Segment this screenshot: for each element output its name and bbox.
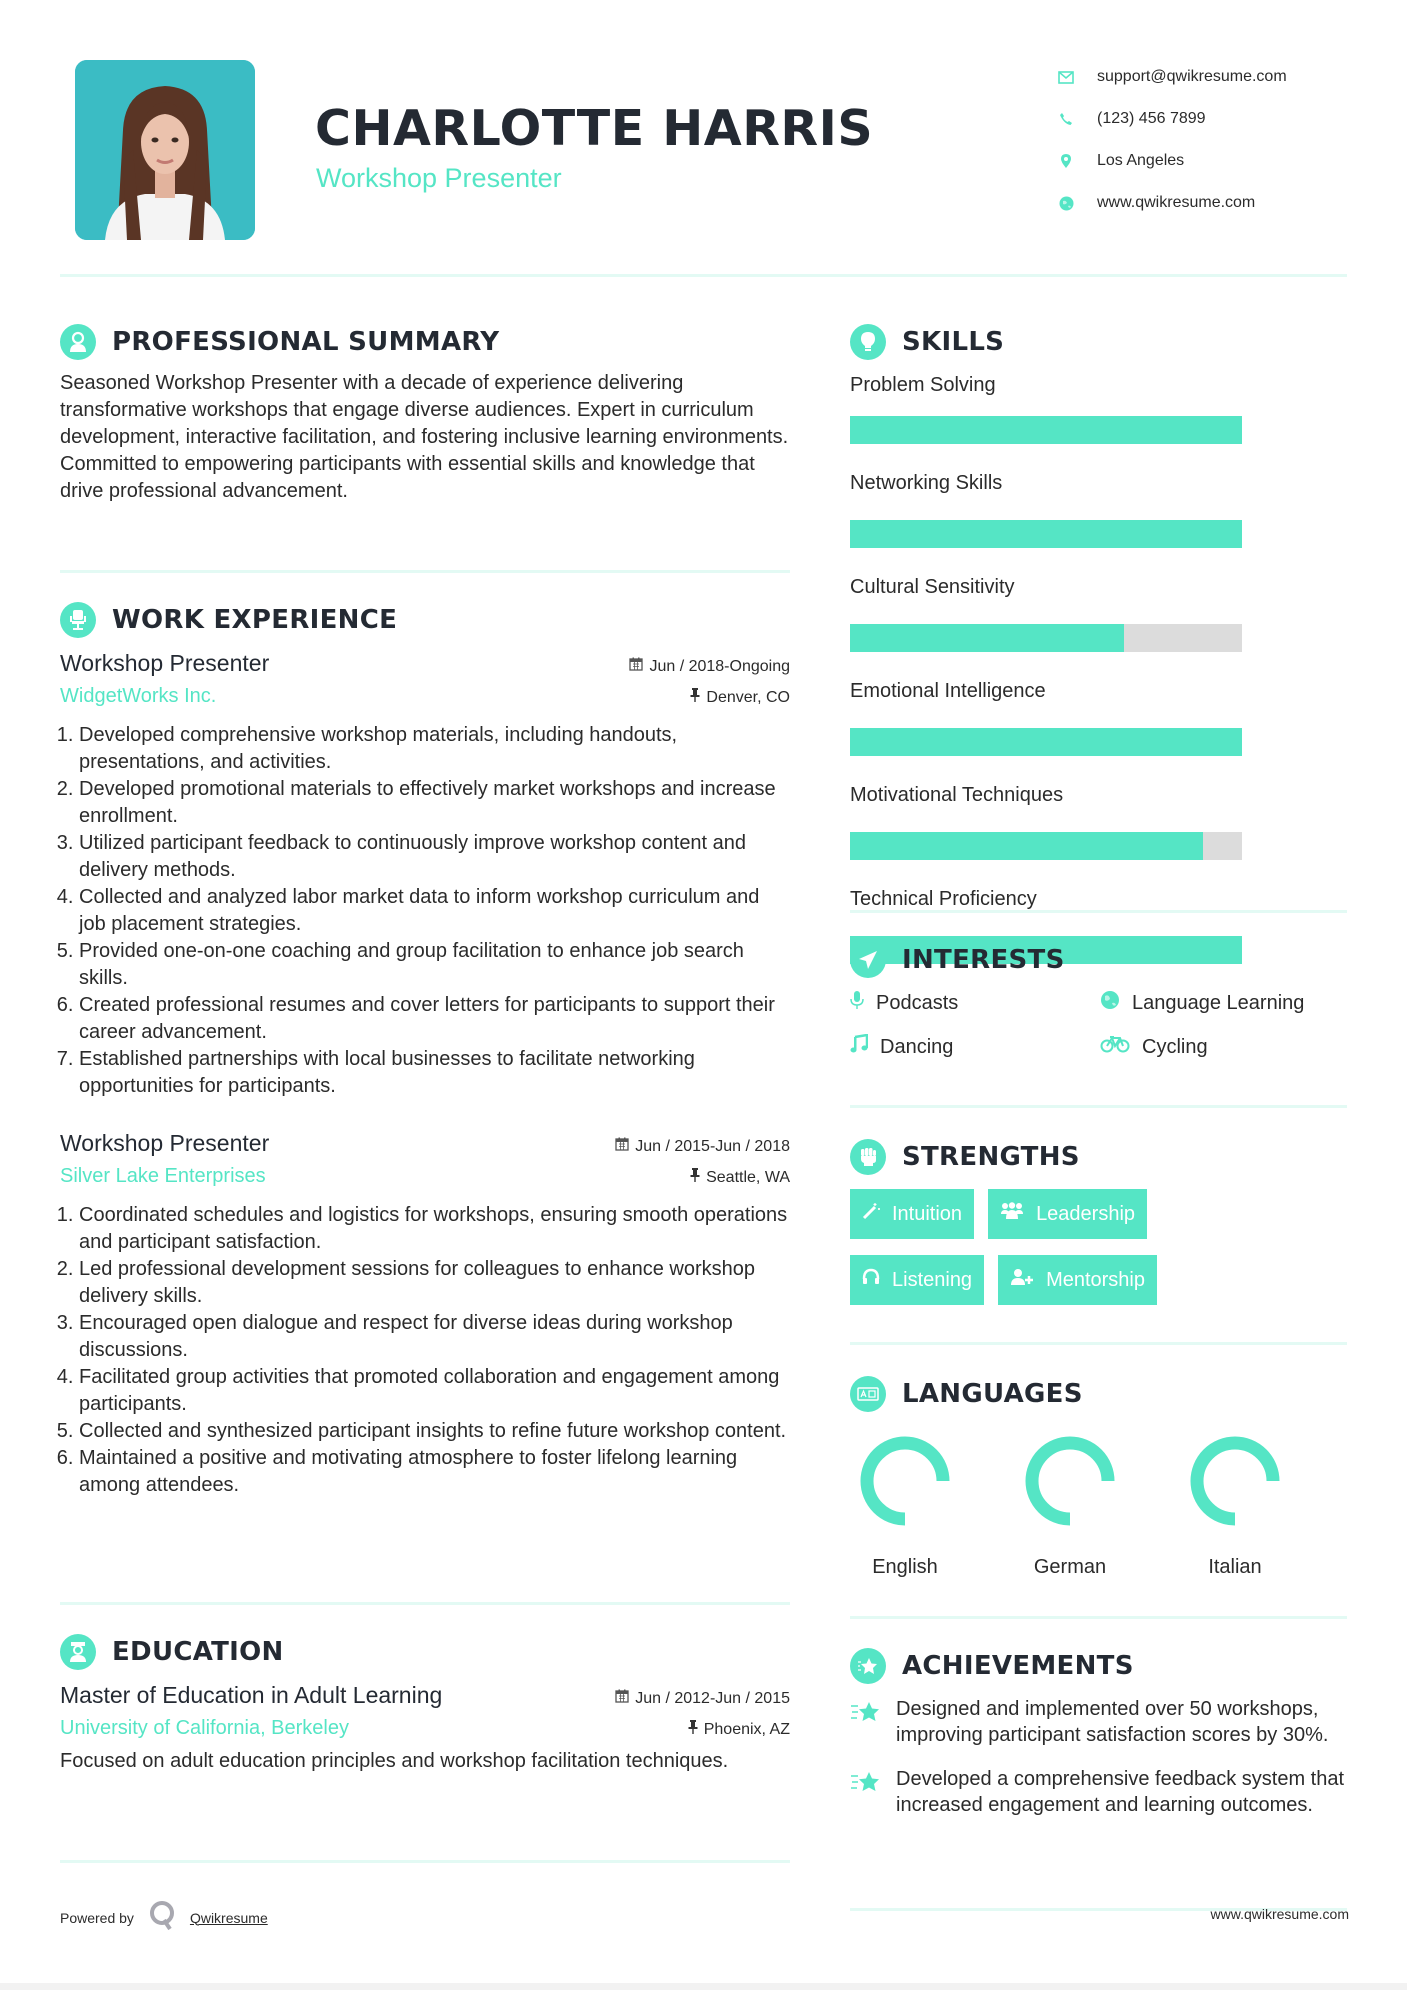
section-divider	[850, 1616, 1347, 1619]
skill-bar	[850, 728, 1242, 756]
education-heading: EDUCATION	[112, 1637, 284, 1667]
location-text: Los Angeles	[1097, 152, 1185, 169]
strengths-list	[850, 1189, 1350, 1305]
summary-text: Seasoned Workshop Presenter with a decade of experience delivering transformative workshops that engage diverse audiences. Expert in curriculum development, interactive facilitation, and fostering inclusive learning environments. Committed to empowering participants with essential skills and knowledge that drive professional advancement.	[60, 372, 789, 502]
section-divider	[60, 1860, 790, 1863]
contact-info	[1057, 56, 1387, 224]
section-divider	[60, 1602, 790, 1605]
interest-item: Podcasts	[850, 990, 1100, 1016]
section-divider	[60, 570, 790, 573]
strength-tag: Mentorship	[998, 1255, 1157, 1305]
education-location: Phoenix, AZ	[688, 1720, 790, 1739]
interest-item: Cycling	[1100, 1034, 1350, 1060]
group-icon	[1000, 1202, 1024, 1226]
languages-heading: LANGUAGES	[902, 1379, 1083, 1409]
interest-item: Language Learning	[1100, 990, 1350, 1016]
shooting-star-icon	[850, 1770, 882, 1818]
section-divider	[850, 1342, 1347, 1345]
education-section	[60, 1632, 790, 1775]
language-item: German	[1015, 1434, 1125, 1579]
duty-item: 7. Established partnerships with local businesses to facilitate networking opportunities for participants.	[79, 1046, 790, 1100]
skill-bar	[850, 624, 1242, 652]
strength-tag: Listening	[850, 1255, 984, 1305]
skill-bar	[850, 520, 1242, 548]
phone-text: (123) 456 7899	[1097, 110, 1206, 127]
calendar-icon	[615, 1137, 629, 1156]
section-divider	[850, 910, 1347, 913]
skill-item: Technical Proficiency	[850, 888, 1350, 964]
footer-website[interactable]: www.qwikresume.com	[1210, 1906, 1349, 1922]
job-location: Denver, CO	[690, 688, 790, 707]
work-experience-section	[60, 600, 790, 1499]
degree-title: Master of Education in Adult Learning	[60, 1682, 443, 1708]
duty-item: 6. Maintained a positive and motivating atmosphere to foster lifelong learning among attendees.	[79, 1445, 790, 1499]
interests-heading: INTERESTS	[902, 945, 1065, 975]
calendar-icon	[615, 1689, 629, 1708]
duty-item: 6. Created professional resumes and cover letters for participants to support their career advancement.	[79, 992, 790, 1046]
job-date: Jun / 2015-Jun / 2018	[615, 1137, 790, 1156]
page-edge	[0, 1983, 1407, 1990]
language-item: English	[850, 1434, 960, 1579]
skills-section	[850, 322, 1350, 992]
contact-location	[1057, 140, 1387, 182]
profile-photo	[75, 60, 255, 240]
job-title: Workshop Presenter	[60, 1130, 270, 1156]
skill-item: Networking Skills	[850, 472, 1350, 548]
language-item: Italian	[1180, 1434, 1290, 1579]
strengths-heading: STRENGTHS	[902, 1142, 1080, 1172]
contact-email[interactable]	[1057, 56, 1387, 98]
achievements-section	[850, 1646, 1350, 1818]
strength-tag: Intuition	[850, 1189, 974, 1239]
skill-item: Motivational Techniques	[850, 784, 1350, 860]
portrait-image	[75, 60, 255, 240]
duty-item: 4. Facilitated group activities that promoted collaboration and engagement among participants.	[79, 1364, 790, 1418]
section-divider	[850, 1105, 1347, 1108]
headphones-icon	[862, 1268, 880, 1292]
language-progress-ring	[850, 1434, 960, 1529]
strength-tag: Leadership	[988, 1189, 1147, 1239]
professional-summary-section	[60, 322, 790, 505]
strengths-section	[850, 1137, 1350, 1305]
office-chair-icon	[60, 602, 96, 638]
job-date: Jun / 2018-Ongoing	[629, 657, 790, 676]
qwikresume-link[interactable]: Qwikresume	[189, 1909, 268, 1926]
interest-item: Dancing	[850, 1034, 1100, 1060]
school-name: University of California, Berkeley	[60, 1717, 349, 1739]
website-text: www.qwikresume.com	[1097, 194, 1256, 211]
graduate-icon	[60, 1634, 96, 1670]
job-title: Workshop Presenter	[60, 650, 270, 676]
paper-plane-icon	[850, 942, 886, 978]
phone-icon	[1057, 110, 1075, 128]
summary-heading: PROFESSIONAL SUMMARY	[112, 327, 500, 357]
magic-wand-icon	[862, 1202, 880, 1226]
shooting-star-icon	[850, 1700, 882, 1748]
powered-by-label: Powered by	[60, 1909, 134, 1926]
education-description: Focused on adult education principles and workshop facilitation techniques.	[60, 1750, 729, 1772]
translate-icon	[850, 1376, 886, 1412]
achievements-heading: ACHIEVEMENTS	[902, 1651, 1134, 1681]
language-progress-ring	[1180, 1434, 1290, 1529]
skill-item: Problem Solving	[850, 374, 1350, 444]
language-progress-ring	[1015, 1434, 1125, 1529]
map-pin-icon	[1057, 152, 1075, 170]
duty-item: 2. Led professional development sessions for colleagues to enhance workshop delivery skills.	[79, 1256, 790, 1310]
skills-heading: SKILLS	[902, 327, 1005, 357]
duty-item: 3. Encouraged open dialogue and respect for diverse ideas during workshop discussions.	[79, 1310, 790, 1364]
achievement-item: Designed and implemented over 50 workshops, improving participant satisfaction scores by 30%.	[850, 1696, 1350, 1748]
globe-icon	[1057, 194, 1075, 212]
languages-list	[850, 1434, 1350, 1579]
pushpin-icon	[690, 1168, 700, 1187]
email-text: support@qwikresume.com	[1097, 68, 1287, 85]
contact-website[interactable]	[1057, 182, 1387, 224]
user-plus-icon	[1010, 1268, 1034, 1292]
qwikresume-logo-icon	[148, 1900, 176, 1935]
achievement-item: Developed a comprehensive feedback system that increased engagement and learning outcomes.	[850, 1766, 1350, 1818]
duties-list	[60, 1202, 790, 1499]
duty-item: 1. Coordinated schedules and logistics for workshops, ensuring smooth operations and participant satisfaction.	[79, 1202, 790, 1256]
skills-list	[850, 374, 1350, 964]
pushpin-icon	[688, 1720, 698, 1739]
candidate-title: Workshop Presenter	[316, 163, 562, 193]
footer-powered-by	[60, 1900, 268, 1935]
duties-list	[60, 722, 790, 1100]
fist-icon	[850, 1139, 886, 1175]
skill-bar	[850, 832, 1242, 860]
interests-section	[850, 940, 1350, 1060]
duty-item: 1. Developed comprehensive workshop materials, including handouts, presentations, and activities.	[79, 722, 790, 776]
calendar-icon	[629, 657, 643, 676]
company-name: WidgetWorks Inc.	[60, 685, 217, 707]
achievements-list	[850, 1696, 1350, 1818]
user-icon	[60, 324, 96, 360]
duty-item: 3. Utilized participant feedback to continuously improve workshop content and delivery methods.	[79, 830, 790, 884]
globe-icon	[1100, 990, 1120, 1016]
education-date: Jun / 2012-Jun / 2015	[615, 1689, 790, 1708]
duty-item: 4. Collected and analyzed labor market data to inform workshop curriculum and job placement strategies.	[79, 884, 790, 938]
lightbulb-icon	[850, 324, 886, 360]
interests-list	[850, 990, 1350, 1060]
duty-item: 5. Provided one-on-one coaching and group facilitation to enhance job search skills.	[79, 938, 790, 992]
pushpin-icon	[690, 688, 700, 707]
languages-section	[850, 1374, 1350, 1579]
duty-item: 5. Collected and synthesized participant insights to refine future workshop content.	[79, 1418, 790, 1445]
skill-item: Cultural Sensitivity	[850, 576, 1350, 652]
microphone-icon	[850, 990, 864, 1016]
candidate-name: CHARLOTTE HARRIS	[315, 100, 874, 157]
job-location: Seattle, WA	[690, 1168, 790, 1187]
skill-bar	[850, 416, 1242, 444]
skill-item: Emotional Intelligence	[850, 680, 1350, 756]
experience-heading: WORK EXPERIENCE	[112, 605, 398, 635]
company-name: Silver Lake Enterprises	[60, 1165, 266, 1187]
envelope-icon	[1057, 68, 1075, 86]
job-entry	[60, 650, 790, 1100]
job-entry	[60, 1130, 790, 1499]
star-badge-icon	[850, 1648, 886, 1684]
music-icon	[850, 1034, 868, 1060]
header-divider	[60, 274, 1347, 277]
duty-item: 2. Developed promotional materials to effectively market workshops and increase enrollment.	[79, 776, 790, 830]
contact-phone[interactable]	[1057, 98, 1387, 140]
bicycle-icon	[1100, 1035, 1130, 1059]
